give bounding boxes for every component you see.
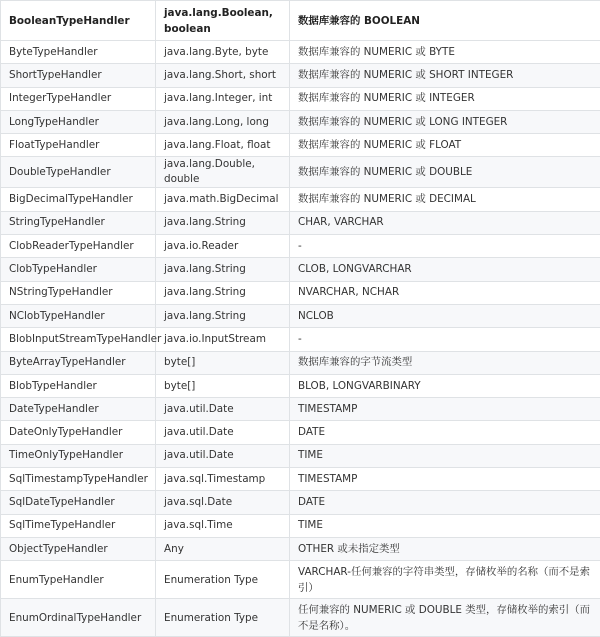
java-type-cell: Enumeration Type: [156, 561, 290, 599]
java-type-cell: byte[]: [156, 351, 290, 374]
jdbc-type-cell: -: [290, 235, 600, 258]
java-type-cell: java.sql.Timestamp: [156, 468, 290, 491]
jdbc-type-cell: TIME: [290, 444, 600, 467]
handler-cell: ByteArrayTypeHandler: [1, 351, 156, 374]
table-row: [1, 281, 600, 304]
java-type-cell: java.lang.Byte, byte: [156, 41, 290, 64]
table-row: [1, 41, 600, 64]
table-row: [1, 398, 600, 421]
handler-cell: DoubleTypeHandler: [1, 157, 156, 188]
header-cell-handler: BooleanTypeHandler: [1, 1, 156, 41]
table-row: [1, 468, 600, 491]
jdbc-type-cell: 数据库兼容的 NUMERIC 或 DECIMAL: [290, 188, 600, 211]
java-type-cell: java.util.Date: [156, 444, 290, 467]
handler-cell: SqlTimestampTypeHandler: [1, 468, 156, 491]
header-cell-jdbc-type: 数据库兼容的 BOOLEAN: [290, 1, 600, 41]
table-row: [1, 444, 600, 467]
jdbc-type-cell: DATE: [290, 421, 600, 444]
java-type-cell: java.math.BigDecimal: [156, 188, 290, 211]
handler-cell: BigDecimalTypeHandler: [1, 188, 156, 211]
jdbc-type-cell: BLOB, LONGVARBINARY: [290, 374, 600, 397]
java-type-cell: java.sql.Date: [156, 491, 290, 514]
jdbc-type-cell: 数据库兼容的 NUMERIC 或 DOUBLE: [290, 157, 600, 188]
java-type-cell: java.util.Date: [156, 398, 290, 421]
table-row: [1, 561, 600, 599]
header-row: [1, 1, 600, 41]
jdbc-type-cell: DATE: [290, 491, 600, 514]
jdbc-type-cell: 数据库兼容的 NUMERIC 或 SHORT INTEGER: [290, 64, 600, 87]
handler-cell: StringTypeHandler: [1, 211, 156, 234]
handler-cell: ClobReaderTypeHandler: [1, 235, 156, 258]
java-type-cell: Enumeration Type: [156, 599, 290, 637]
handler-cell: ShortTypeHandler: [1, 64, 156, 87]
table-row: [1, 235, 600, 258]
table-row: [1, 188, 600, 211]
handler-cell: ByteTypeHandler: [1, 41, 156, 64]
jdbc-type-cell: VARCHAR-任何兼容的字符串类型，存储枚举的名称（而不是索引）: [290, 561, 600, 599]
handler-cell: TimeOnlyTypeHandler: [1, 444, 156, 467]
table-body: [1, 41, 600, 637]
java-type-cell: java.lang.String: [156, 304, 290, 327]
handler-cell: SqlDateTypeHandler: [1, 491, 156, 514]
java-type-cell: java.io.Reader: [156, 235, 290, 258]
handler-cell: BlobInputStreamTypeHandler: [1, 328, 156, 351]
java-type-cell: java.lang.Float, float: [156, 134, 290, 157]
jdbc-type-cell: TIMESTAMP: [290, 398, 600, 421]
handler-cell: ClobTypeHandler: [1, 258, 156, 281]
table-row: [1, 134, 600, 157]
table-row: [1, 328, 600, 351]
table-row: [1, 351, 600, 374]
java-type-cell: java.util.Date: [156, 421, 290, 444]
java-type-cell: java.lang.Short, short: [156, 64, 290, 87]
table-row: [1, 514, 600, 537]
jdbc-type-cell: NCLOB: [290, 304, 600, 327]
jdbc-type-cell: NVARCHAR, NCHAR: [290, 281, 600, 304]
java-type-cell: Any: [156, 537, 290, 560]
handler-cell: SqlTimeTypeHandler: [1, 514, 156, 537]
handler-cell: BlobTypeHandler: [1, 374, 156, 397]
jdbc-type-cell: -: [290, 328, 600, 351]
jdbc-type-cell: 数据库兼容的字节流类型: [290, 351, 600, 374]
table-row: [1, 258, 600, 281]
handler-cell: EnumOrdinalTypeHandler: [1, 599, 156, 637]
handler-cell: DateOnlyTypeHandler: [1, 421, 156, 444]
java-type-cell: byte[]: [156, 374, 290, 397]
table-row: [1, 374, 600, 397]
handler-cell: NStringTypeHandler: [1, 281, 156, 304]
handler-cell: FloatTypeHandler: [1, 134, 156, 157]
table-row: [1, 64, 600, 87]
java-type-cell: java.lang.String: [156, 211, 290, 234]
table-row: [1, 421, 600, 444]
handler-cell: DateTypeHandler: [1, 398, 156, 421]
table-row: [1, 304, 600, 327]
java-type-cell: java.io.InputStream: [156, 328, 290, 351]
java-type-cell: java.lang.Integer, int: [156, 87, 290, 110]
table-row: [1, 110, 600, 133]
java-type-cell: java.lang.Double, double: [156, 157, 290, 188]
table-row: [1, 491, 600, 514]
java-type-cell: java.sql.Time: [156, 514, 290, 537]
jdbc-type-cell: 数据库兼容的 NUMERIC 或 LONG INTEGER: [290, 110, 600, 133]
jdbc-type-cell: TIME: [290, 514, 600, 537]
table-header: [1, 1, 600, 41]
handler-cell: NClobTypeHandler: [1, 304, 156, 327]
jdbc-type-cell: 数据库兼容的 NUMERIC 或 FLOAT: [290, 134, 600, 157]
table-row: [1, 157, 600, 188]
handler-cell: LongTypeHandler: [1, 110, 156, 133]
table-row: [1, 599, 600, 637]
jdbc-type-cell: 数据库兼容的 NUMERIC 或 INTEGER: [290, 87, 600, 110]
jdbc-type-cell: TIMESTAMP: [290, 468, 600, 491]
handler-cell: IntegerTypeHandler: [1, 87, 156, 110]
java-type-cell: java.lang.Long, long: [156, 110, 290, 133]
table-row: [1, 211, 600, 234]
header-cell-java-type: java.lang.Boolean, boolean: [156, 1, 290, 41]
jdbc-type-cell: 数据库兼容的 NUMERIC 或 BYTE: [290, 41, 600, 64]
jdbc-type-cell: OTHER 或未指定类型: [290, 537, 600, 560]
java-type-cell: java.lang.String: [156, 258, 290, 281]
handler-cell: ObjectTypeHandler: [1, 537, 156, 560]
jdbc-type-cell: 任何兼容的 NUMERIC 或 DOUBLE 类型，存储枚举的索引（而不是名称）。: [290, 599, 600, 637]
table-row: [1, 537, 600, 560]
handler-cell: EnumTypeHandler: [1, 561, 156, 599]
java-type-cell: java.lang.String: [156, 281, 290, 304]
jdbc-type-cell: CHAR, VARCHAR: [290, 211, 600, 234]
jdbc-type-cell: CLOB, LONGVARCHAR: [290, 258, 600, 281]
table-row: [1, 87, 600, 110]
